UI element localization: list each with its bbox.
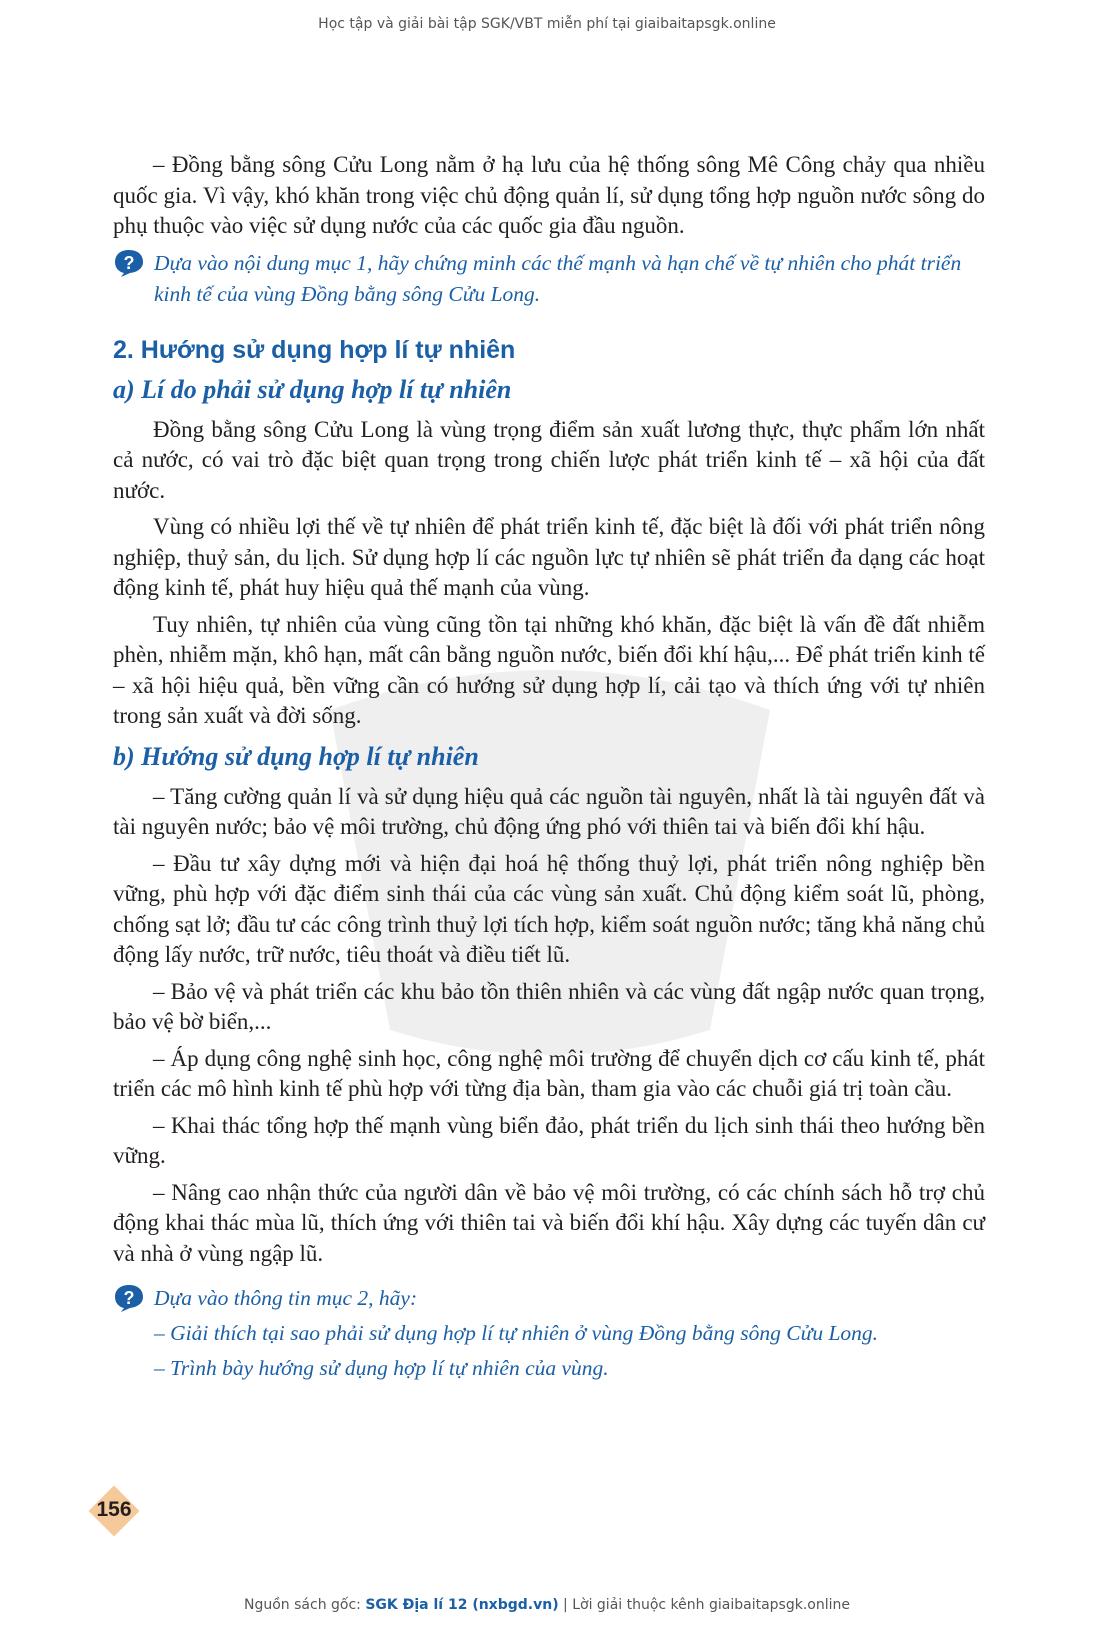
subsection-b-paragraph: – Tăng cường quản lí và sử dụng hiệu quả các nguồn tài nguyên, nhất là tài nguyên đất và tài nguyên nước; bảo vệ môi trường, chủ động ứng phó với thiên tai và biến đổi khí hậu. [113,783,985,839]
question-block-2 [113,1283,985,1384]
question-2-lead: Dựa vào thông tin mục 2, hãy: [154,1286,418,1310]
footer-source-link[interactable]: SGK Địa lí 12 (nxbgd.vn) [365,1597,559,1613]
page-number-badge [92,1489,136,1533]
subsection-a-paragraph: Vùng có nhiều lợi thế về tự nhiên để phát triển kinh tế, đặc biệt là đối với phát triển nông nghiệp, thuỷ sản, du lịch. Sử dụng hợp lí các nguồn lực tự nhiên sẽ phát triển đa dạng các hoạt động kinh tế, phát huy hiệu quả thế mạnh của vùng. [113,514,985,600]
question-1-text: Dựa vào nội dung mục 1, hãy chứng minh các thế mạnh và hạn chế về tự nhiên cho phát triển kinh tế của vùng Đồng bằng sông Cửu Long. [154,250,962,306]
question-block-1 [113,248,985,310]
page-number: 156 [96,1498,132,1521]
subsection-b-title: b) Hướng sử dụng hợp lí tự nhiên [113,741,479,771]
question-2-item: – Giải thích tại sao phải sử dụng hợp lí tự nhiên ở vùng Đồng bằng sông Cửu Long. [154,1321,879,1345]
subsection-b-paragraph: – Nâng cao nhận thức của người dân về bảo vệ môi trường, có các chính sách hỗ trợ chủ động khai thác mùa lũ, thích ứng với thiên tai và biến đổi khí hậu. Xây dựng các tuyến dân cư và nhà ở vùng ngập lũ. [113,1179,985,1266]
subsection-a-title: a) Lí do phải sử dụng hợp lí tự nhiên [113,374,512,404]
intro-paragraph: – Đồng bằng sông Cửu Long nằm ở hạ lưu của hệ thống sông Mê Công chảy qua nhiều quốc gia. Vì vậy, khó khăn trong việc chủ động quản lí, sử dụng tổng hợp nguồn nước sông do phụ thuộc vào việc sử dụng nước của các quốc gia đầu nguồn. [113,152,985,238]
subsection-b-paragraph: – Áp dụng công nghệ sinh học, công nghệ môi trường để chuyển dịch cơ cấu kinh tế, phát triển các mô hình kinh tế phù hợp với từng địa bàn, tham gia vào các chuỗi giá trị toàn cầu. [113,1045,985,1101]
footer-prefix: Nguồn sách gốc: [244,1597,366,1613]
subsection-a-paragraph: Đồng bằng sông Cửu Long là vùng trọng điểm sản xuất lương thực, thực phẩm lớn nhất cả nước, có vai trò đặc biệt quan trọng trong chiến lược phát triển kinh tế – xã hội của đất nước. [113,416,985,503]
subsection-b-paragraph: – Bảo vệ và phát triển các khu bảo tồn thiên nhiên và các vùng đất ngập nước quan trọng, bảo vệ bờ biển,... [113,978,985,1034]
subsection-b-paragraph: – Đầu tư xây dựng mới và hiện đại hoá hệ thống thuỷ lợi, phát triển nông nghiệp bền vững, phù hợp với đặc điểm sinh thái của các vùng sản xuất. Chủ động kiểm soát lũ, phòng, chống sạt lở; đầu tư các công trình thuỷ lợi tích hợp, kiểm soát nguồn nước; tăng khả năng chủ động lấy nước, trữ nước, tiêu thoát và điều tiết lũ. [113,850,986,967]
question-mark-icon [113,1283,145,1313]
header-watermark: Học tập và giải bài tập SGK/VBT miễn phí tại giaibaitapsgk.online [318,16,776,32]
footer-watermark [0,1597,1094,1613]
page-content [113,150,985,1384]
svg-text:?: ? [123,1288,135,1308]
question-2-item: – Trình bày hướng sử dụng hợp lí tự nhiên của vùng. [154,1356,609,1380]
section-2-title: 2. Hướng sử dụng hợp lí tự nhiên [113,335,516,364]
svg-text:?: ? [123,252,135,273]
subsection-b-paragraph: – Khai thác tổng hợp thế mạnh vùng biển đảo, phát triển du lịch sinh thái theo hướng bền vững. [113,1112,985,1168]
question-mark-icon [113,248,145,278]
subsection-a-paragraph: Tuy nhiên, tự nhiên của vùng cũng tồn tại những khó khăn, đặc biệt là vấn đề đất nhiễm phèn, nhiễm mặn, khô hạn, mất cân bằng nguồn nước, biến đổi khí hậu,... Để phát triển kinh tế – xã hội hiệu quả, bền vững cần có hướng sử dụng hợp lí, cải tạo và thích ứng với tự nhiên trong sản xuất và đời sống. [113,611,985,728]
footer-suffix: | Lời giải thuộc kênh giaibaitapsgk.online [558,1597,850,1613]
